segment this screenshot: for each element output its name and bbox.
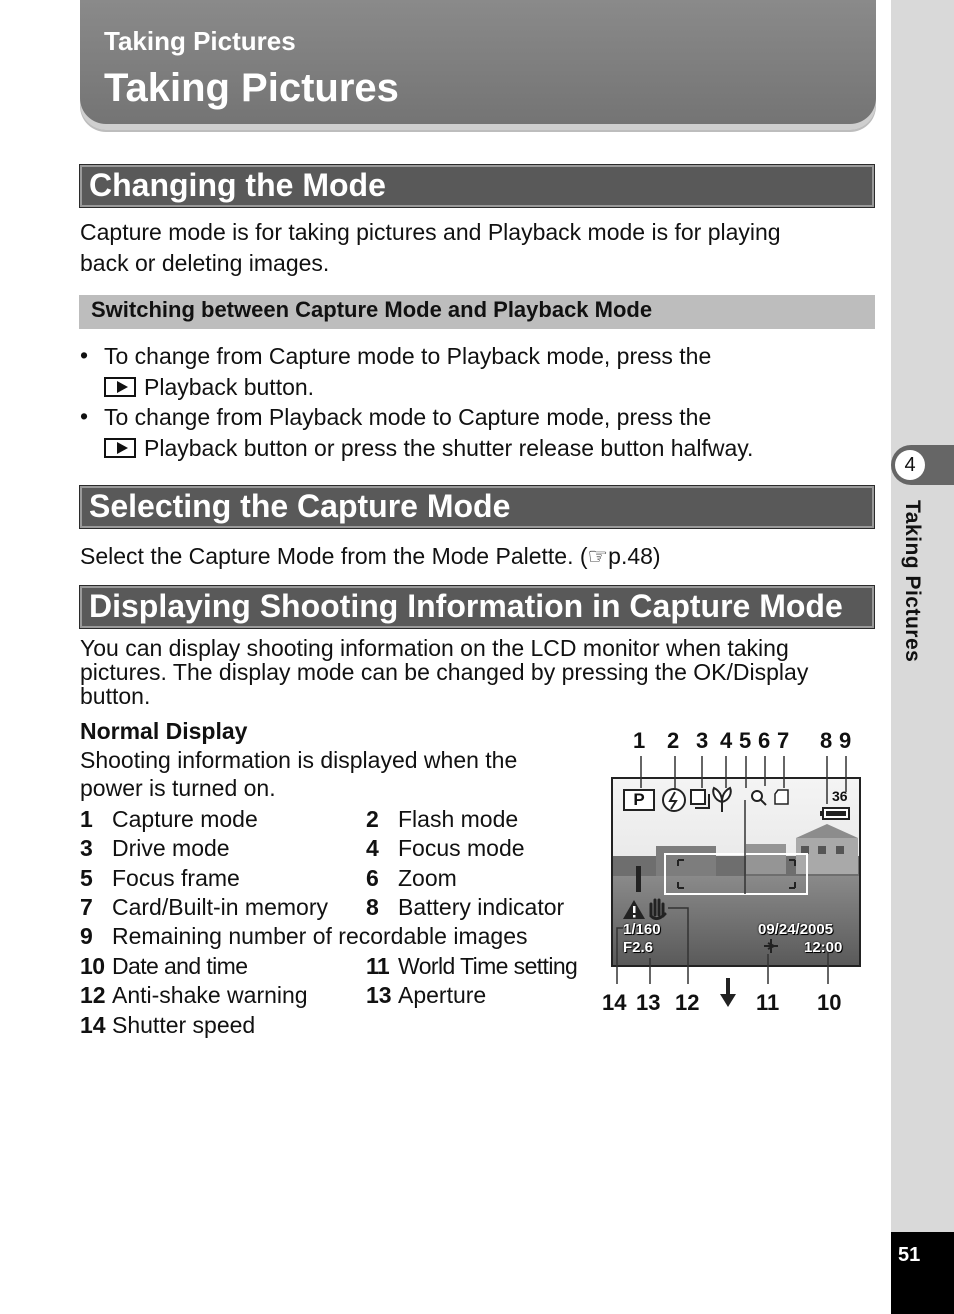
section-title: Selecting the Capture Mode [89, 488, 511, 524]
paragraph-line: Capture mode is for taking pictures and Playback mode is for playing [80, 219, 781, 245]
capture-mode-indicator: P [633, 790, 645, 809]
callout-number: 5 [739, 728, 752, 753]
legend-item: 10 Date and time [80, 953, 248, 979]
paragraph-line: button. [80, 683, 151, 709]
bullet-text-line [104, 433, 753, 464]
callout-number: 6 [758, 728, 771, 753]
callout-number: 3 [696, 728, 709, 753]
side-chapter-label: Taking Pictures [901, 500, 924, 663]
paragraph-line: pictures. The display mode can be changed by pressing the OK/Display [80, 659, 809, 685]
shutter-speed-readout: 1/160 [623, 921, 661, 938]
callout-number: 14 [602, 990, 627, 1015]
bullet-dot: • [80, 342, 89, 368]
bullet-text: To change from Playback mode to Capture mode, press the [104, 404, 712, 430]
legend-item: 1 Capture mode [80, 806, 258, 832]
aperture-readout: F2.6 [623, 939, 654, 956]
playback-button-icon [104, 438, 136, 458]
normal-display-heading: Normal Display [80, 718, 248, 744]
banner-subtitle: Taking Pictures [104, 26, 296, 56]
section-heading-selecting-mode [79, 485, 875, 529]
callout-number: 13 [636, 990, 661, 1015]
legend-item: 6 Zoom [366, 865, 457, 891]
callout-number: 7 [777, 728, 790, 753]
lcd-screen-graphic [596, 726, 876, 1026]
paragraph-line: power is turned on. [80, 775, 276, 801]
legend-item: 9 Remaining number of recordable images [80, 923, 528, 949]
bullet-text: Playback button. [144, 374, 315, 400]
legend-item: 2 Flash mode [366, 806, 519, 832]
callout-number: 9 [839, 728, 852, 753]
chapter-banner [80, 0, 876, 130]
paragraph-line: Shooting information is displayed when the [80, 747, 518, 773]
callout-number: 8 [820, 728, 833, 753]
callout-number: 11 [756, 990, 780, 1015]
legend-item: 11 World Time setting [366, 953, 578, 979]
time-readout: 12:00 [804, 939, 843, 956]
section-heading-changing-mode [79, 164, 875, 208]
subheading-switching [79, 295, 875, 329]
chapter-number: 4 [895, 450, 925, 480]
date-readout: 09/24/2005 [758, 921, 834, 938]
legend-item: 14 Shutter speed [80, 1012, 256, 1038]
playback-button-icon [104, 377, 136, 397]
legend-item: 8 Battery indicator [366, 894, 565, 920]
remaining-images-count: 36 [832, 788, 848, 804]
legend-item: 5 Focus frame [80, 865, 240, 891]
section-heading-displaying-info [79, 585, 875, 629]
legend-item: 13 Aperture [366, 982, 487, 1008]
legend-item: 12 Anti-shake warning [80, 982, 308, 1008]
bullet-dot: • [80, 403, 89, 429]
legend-item: 3 Drive mode [80, 835, 230, 861]
callout-number: 12 [675, 990, 700, 1015]
callout-number: 10 [817, 990, 842, 1015]
callout-number: 4 [720, 728, 733, 753]
legend-item: 4 Focus mode [366, 835, 525, 861]
section-title: Changing the Mode [89, 167, 386, 203]
legend-item: 7 Card/Built-in memory [80, 894, 328, 920]
lcd-diagram [596, 726, 876, 1026]
page-title: Taking Pictures [104, 66, 399, 110]
bullet-text: To change from Capture mode to Playback mode, press the [104, 343, 712, 369]
page-number: 51 [898, 1244, 921, 1266]
paragraph-line: back or deleting images. [80, 250, 330, 276]
bullet-text-line [104, 372, 314, 403]
paragraph-line: You can display shooting information on the LCD monitor when taking [80, 635, 789, 661]
subheading-title: Switching between Capture Mode and Playback Mode [91, 297, 653, 322]
paragraph-line: Select the Capture Mode from the Mode Palette. (☞p.48) [80, 543, 661, 569]
callout-number: 2 [667, 728, 680, 753]
callout-number: 1 [633, 728, 646, 753]
section-title: Displaying Shooting Information in Capture Mode [89, 588, 843, 624]
bullet-text: Playback button or press the shutter release button halfway. [144, 435, 754, 461]
